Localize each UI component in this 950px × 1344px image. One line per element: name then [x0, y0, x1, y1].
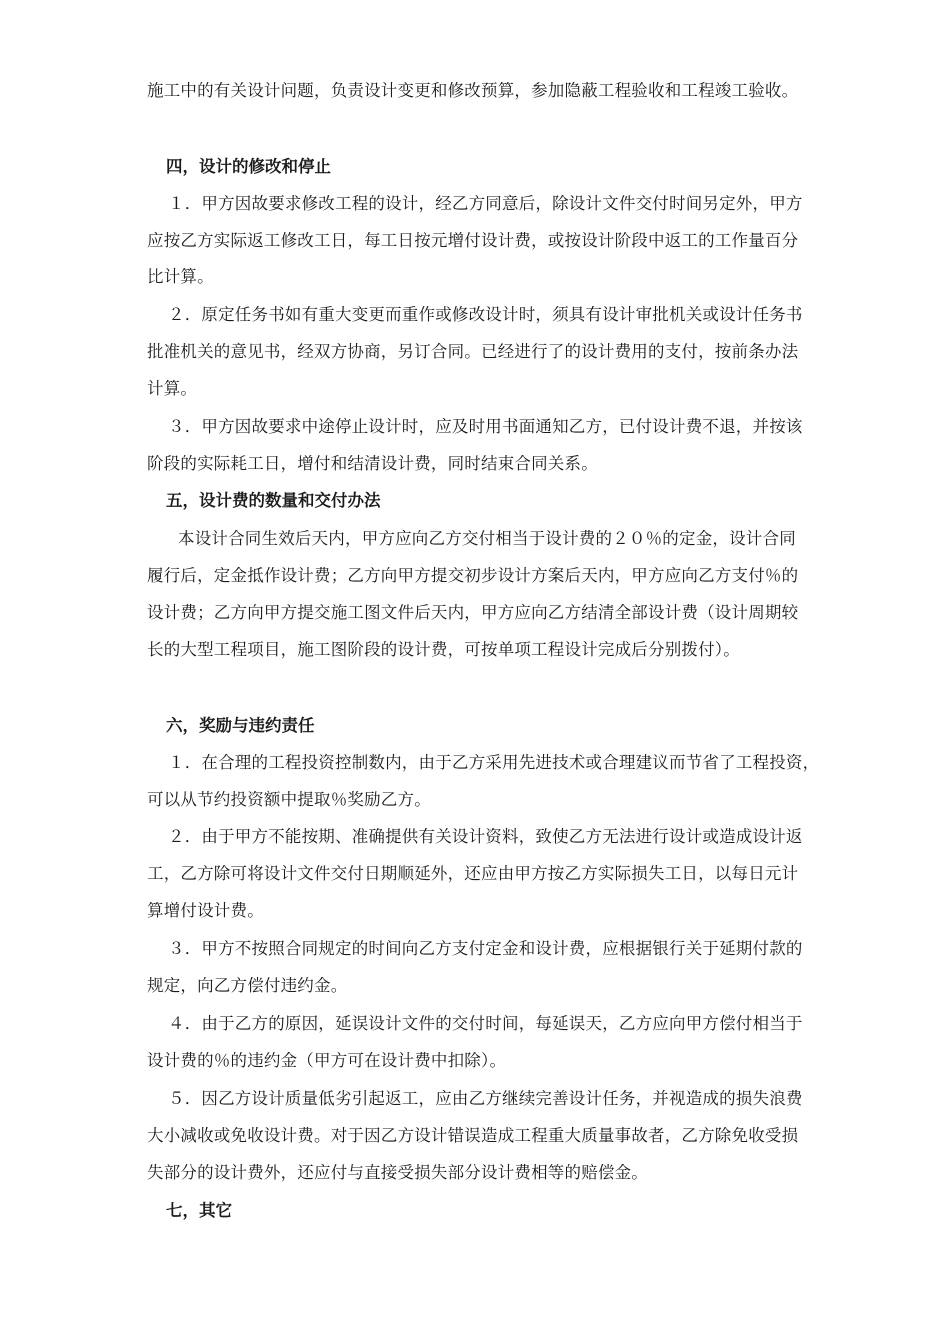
paragraph-line: 失部分的设计费外，还应付与直接受损失部分设计费相等的赔偿金。	[147, 1163, 648, 1182]
paragraph-line: 算增付设计费。	[147, 901, 264, 920]
paragraph-line: ５．因乙方设计质量低劣引起返工，应由乙方继续完善设计任务，并视造成的损失浪费	[168, 1089, 803, 1108]
paragraph-line: 长的大型工程项目，施工图阶段的设计费，可按单项工程设计完成后分别拨付）。	[147, 640, 740, 659]
paragraph-line: ４．由于乙方的原因，延误设计文件的交付时间，每延误天，乙方应向甲方偿付相当于	[168, 1014, 803, 1033]
paragraph-line: 工，乙方除可将设计文件交付日期顺延外，还应由甲方按乙方实际损失工日，以每日元计	[147, 864, 799, 883]
paragraph-line: 履行后，定金抵作设计费；乙方向甲方提交初步设计方案后天内，甲方应向乙方支付％的	[147, 566, 799, 585]
section-heading-4: 四，设计的修改和停止	[166, 157, 331, 176]
paragraph-line: ２．原定任务书如有重大变更而重作或修改设计时，须具有设计审批机关或设计任务书	[168, 305, 803, 324]
paragraph-line: ２．由于甲方不能按期、准确提供有关设计资料，致使乙方无法进行设计或造成设计返	[168, 827, 803, 846]
paragraph-line: 设计费的％的违约金（甲方可在设计费中扣除）。	[147, 1051, 507, 1070]
paragraph-line: 大小减收或免收设计费。对于因乙方设计错误造成工程重大质量事故者，乙方除免收受损	[147, 1126, 799, 1145]
section-heading-6: 六，奖励与违约责任	[166, 716, 315, 735]
section-heading-7: 七，其它	[166, 1201, 232, 1220]
paragraph-line: １．甲方因故要求修改工程的设计，经乙方同意后，除设计文件交付时间另定外，甲方	[168, 194, 803, 213]
paragraph-line: 设计费；乙方向甲方提交施工图文件后天内，甲方应向乙方结清全部设计费（设计周期较	[147, 603, 799, 622]
section-heading-5: 五，设计费的数量和交付办法	[166, 491, 381, 510]
paragraph-line: 比计算。	[147, 267, 214, 286]
paragraph-line: 规定，向乙方偿付违约金。	[147, 976, 348, 995]
paragraph-line: 本设计合同生效后天内，甲方应向乙方交付相当于设计费的２０％的定金，设计合同	[178, 529, 796, 548]
paragraph-line: 可以从节约投资额中提取％奖励乙方。	[147, 790, 431, 809]
paragraph-line: 应按乙方实际返工修改工日，每工日按元增付设计费，或按设计阶段中返工的工作量百分	[147, 231, 799, 250]
paragraph-line: 阶段的实际耗工日，增付和结清设计费，同时结束合同关系。	[147, 454, 598, 473]
paragraph-line: １．在合理的工程投资控制数内，由于乙方采用先进技术或合理建议而节省了工程投资，	[168, 753, 820, 772]
paragraph-line: 施工中的有关设计问题，负责设计变更和修改预算，参加隐蔽工程验收和工程竣工验收。	[147, 81, 799, 100]
paragraph-line: 批准机关的意见书，经双方协商，另订合同。已经进行了的设计费用的支付，按前条办法	[147, 342, 799, 361]
paragraph-line: ３．甲方因故要求中途停止设计时，应及时用书面通知乙方，已付设计费不退，并按该	[168, 417, 803, 436]
paragraph-line: 计算。	[147, 379, 198, 398]
paragraph-line: ３．甲方不按照合同规定的时间向乙方支付定金和设计费，应根据银行关于延期付款的	[168, 939, 803, 958]
